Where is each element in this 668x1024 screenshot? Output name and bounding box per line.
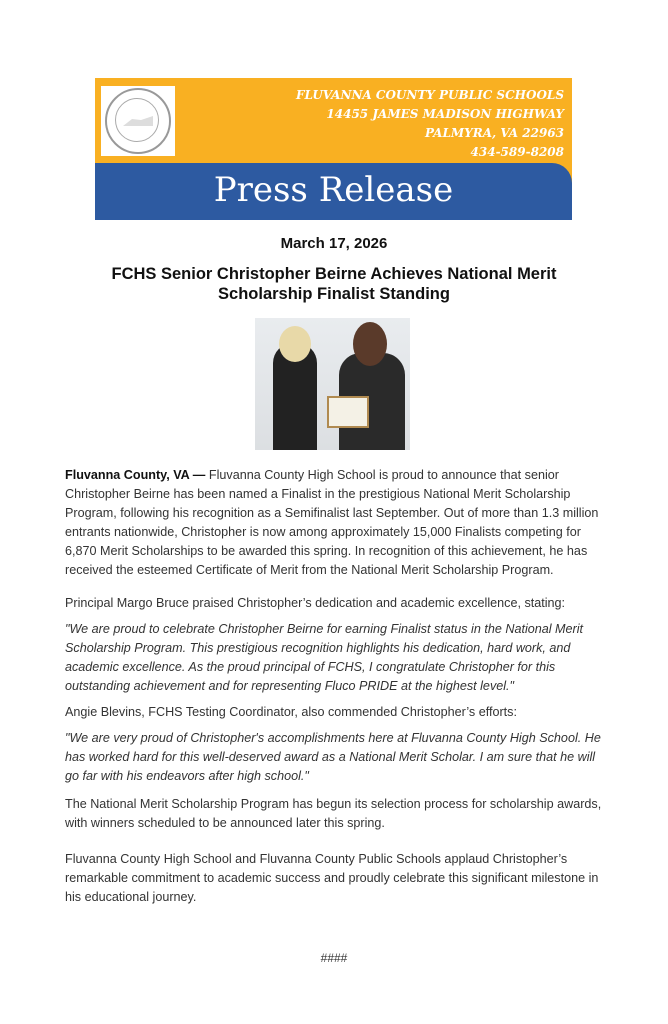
- program-text: The National Merit Scholarship Program has begun its selection process for scholarship awards, with winners scheduled to be announced later this spring.: [65, 797, 602, 830]
- banner-blue-band: [95, 163, 572, 220]
- end-mark: ####: [320, 951, 348, 965]
- coordinator-text: Angie Blevins, FCHS Testing Coordinator, also commended Christopher’s efforts:: [65, 705, 517, 719]
- paragraph-closing: [65, 850, 600, 907]
- city: PALMYRA, VA 22963: [424, 126, 564, 140]
- paragraph-intro: [65, 466, 610, 580]
- school-seal-logo: [101, 86, 175, 156]
- headline: FCHS Senior Christopher Beirne Achieves National Merit Scholarship Finalist Standing: [111, 265, 557, 303]
- award-photo: [255, 318, 410, 450]
- principal-text: Principal Margo Bruce praised Christopher’s dedication and academic excellence, stating:: [65, 596, 566, 610]
- paragraph-program: [65, 795, 610, 833]
- seal-icon: [105, 88, 171, 154]
- quote-principal: [65, 620, 600, 696]
- phone: 434-589-8208: [470, 145, 564, 159]
- paragraph-principal: [65, 594, 610, 613]
- address: 14455 JAMES MADISON HIGHWAY: [326, 107, 564, 121]
- intro-text: Fluvanna County High School is proud to announce that senior Christopher Beirne has been named a Finalist in the prestigious National Merit Scholarship Program, following his recognition as a Semifinalist last September. Out of more than 1.3 million entrants nationwide, Christopher is now among approximately 15,000 Finalists competing for 6,870 Merit Scholarships to be awarded this spring. In recognition of this achievement, he has received the esteemed Certificate of Merit from the National Merit Scholarship Program.: [65, 468, 599, 577]
- certificate: [327, 396, 369, 428]
- org-name: FLUVANNA COUNTY PUBLIC SCHOOLS: [296, 88, 564, 102]
- quote-coordinator-text: "We are very proud of Christopher's accomplishments here at Fluvanna County High School. He has worked hard for this well-deserved award as a National Merit Scholar. I am sure that he will go far with his endeavors after high school.": [65, 731, 601, 783]
- closing-text: Fluvanna County High School and Fluvanna County Public Schools applaud Christopher’s remarkable commitment to academic success and proudly celebrate this significant milestone in his educational journey.: [65, 852, 599, 904]
- paragraph-coordinator: [65, 703, 610, 722]
- press-release-banner: [95, 78, 572, 220]
- quote-coordinator: [65, 729, 603, 786]
- release-date: March 17, 2026: [280, 235, 388, 252]
- banner-title: Press Release: [213, 170, 454, 210]
- dateline: Fluvanna County, VA —: [65, 468, 206, 482]
- quote-principal-text: "We are proud to celebrate Christopher Beirne for earning Finalist status in the National Merit Scholarship Program. This prestigious recognition highlights his dedication, hard work, and academic excellence. As the proud principal of FCHS, I congratulate Christopher for this outstanding achievement and for representing Fluco PRIDE at the highest level.": [65, 622, 584, 693]
- contact-block: [296, 86, 564, 162]
